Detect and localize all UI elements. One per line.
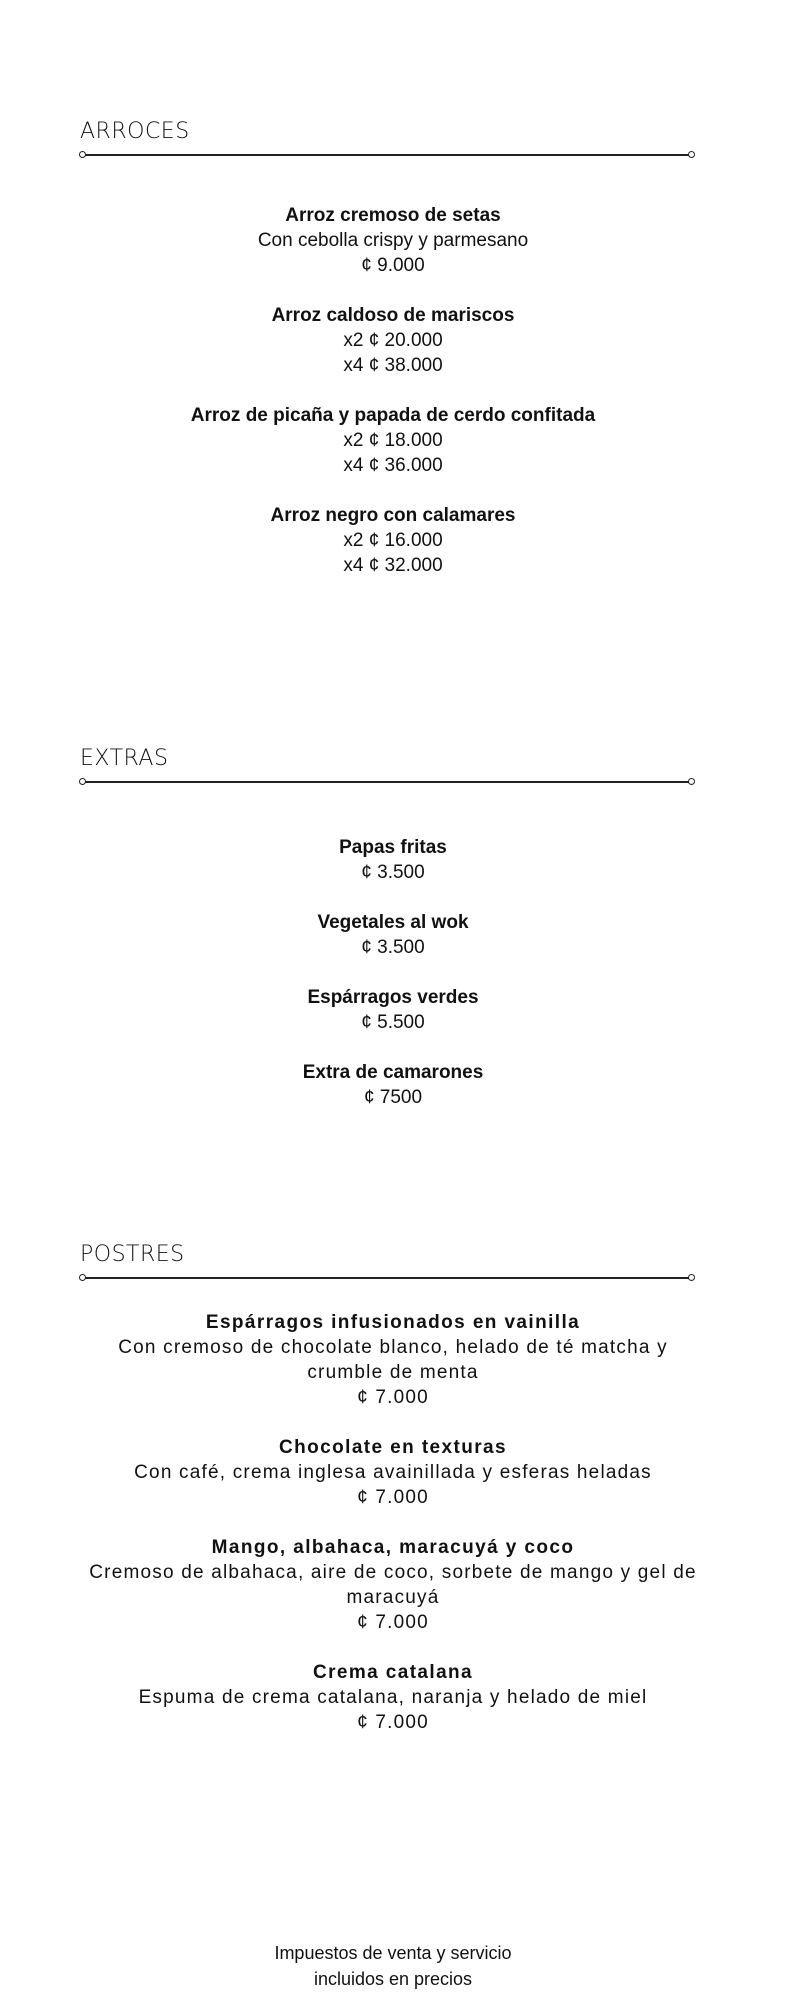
menu-item xyxy=(0,203,786,278)
tax-note xyxy=(0,1940,786,1992)
item-price: x4 ¢ 32.000 xyxy=(343,555,443,576)
item-description: Con cebolla crispy y parmesano xyxy=(257,230,529,251)
tax-note-line-1: Impuestos de venta y servicio xyxy=(274,1943,512,1963)
menu-item xyxy=(0,1060,786,1110)
item-description: Con cremoso de chocolate blanco, helado de té matcha y crumble de menta xyxy=(118,1337,668,1383)
menu-item xyxy=(0,1660,786,1735)
item-price: x2 ¢ 18.000 xyxy=(343,430,443,451)
menu-item xyxy=(0,503,786,578)
item-name: Arroz negro con calamares xyxy=(270,505,516,526)
item-name: Chocolate en texturas xyxy=(279,1437,507,1458)
item-price: ¢ 7500 xyxy=(363,1087,423,1108)
item-name: Arroz caldoso de mariscos xyxy=(271,305,515,326)
item-price: ¢ 9.000 xyxy=(361,255,425,276)
item-description: Cremoso de albahaca, aire de coco, sorbete de mango y gel de maracuyá xyxy=(89,1562,697,1608)
section-divider xyxy=(81,1274,693,1282)
item-name: Crema catalana xyxy=(312,1662,474,1683)
menu-item xyxy=(0,303,786,378)
arroces-list xyxy=(0,203,786,603)
item-price: x4 ¢ 38.000 xyxy=(343,355,443,376)
item-name: Arroz de picaña y papada de cerdo confitada xyxy=(190,405,596,426)
tax-note-line-2: incluidos en precios xyxy=(313,1969,473,1989)
item-name: Extra de camarones xyxy=(302,1062,484,1083)
section-divider xyxy=(81,151,693,159)
item-price: ¢ 7.000 xyxy=(357,1712,429,1733)
item-price: x2 ¢ 16.000 xyxy=(343,530,443,551)
item-price: ¢ 7.000 xyxy=(357,1387,429,1408)
item-name: Espárragos infusionados en vainilla xyxy=(205,1312,581,1333)
item-price: ¢ 5.500 xyxy=(361,1012,425,1033)
item-price: x4 ¢ 36.000 xyxy=(343,455,443,476)
item-price: ¢ 7.000 xyxy=(357,1612,429,1633)
item-price: ¢ 7.000 xyxy=(357,1487,429,1508)
menu-item xyxy=(0,835,786,885)
menu-item xyxy=(0,1435,786,1510)
item-price: x2 ¢ 20.000 xyxy=(343,330,443,351)
postres-list xyxy=(0,1310,786,1760)
menu-item xyxy=(0,1535,786,1635)
menu-item xyxy=(0,403,786,478)
item-price: ¢ 3.500 xyxy=(361,937,425,958)
item-description: Espuma de crema catalana, naranja y helado de miel xyxy=(138,1687,648,1708)
item-name: Arroz cremoso de setas xyxy=(285,205,501,226)
item-name: Mango, albahaca, maracuyá y coco xyxy=(211,1537,575,1558)
section-title-arroces: ARROCES xyxy=(80,119,190,144)
item-name: Papas fritas xyxy=(339,837,447,858)
menu-item xyxy=(0,985,786,1035)
section-divider xyxy=(81,778,693,786)
item-name: Vegetales al wok xyxy=(317,912,469,933)
menu-item xyxy=(0,1310,786,1410)
item-name: Espárragos verdes xyxy=(307,987,479,1008)
menu-item xyxy=(0,910,786,960)
extras-list xyxy=(0,835,786,1135)
section-title-extras: EXTRAS xyxy=(80,746,169,771)
item-price: ¢ 3.500 xyxy=(361,862,425,883)
item-description: Con café, crema inglesa avainillada y esferas heladas xyxy=(134,1462,652,1483)
section-title-postres: POSTRES xyxy=(80,1242,185,1267)
